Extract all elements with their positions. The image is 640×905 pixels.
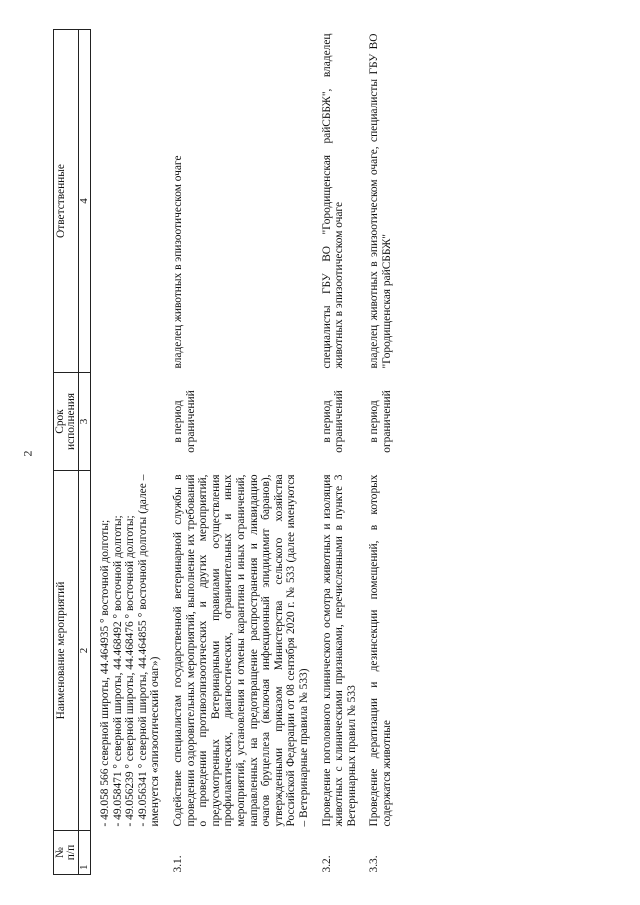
row-num: 3.3. bbox=[368, 855, 381, 873]
header-num: № п/п bbox=[54, 831, 79, 875]
row-responsible: специалисты ГБУ ВО "Городищенская райСББЖ", владелец животных в эпизоотическом очаге bbox=[320, 33, 346, 369]
row-term: в период ограничений bbox=[368, 390, 393, 453]
table-header-row bbox=[54, 30, 79, 875]
row-name: Проведение дератизации и дезинсекции помещений, в которых содержатся животные bbox=[368, 474, 393, 827]
column-number: 2 bbox=[79, 471, 91, 831]
table-row bbox=[91, 30, 162, 875]
coordinate-line: - 49.056239 ° северной широты, 44.468476 ° восточной долготы; bbox=[124, 515, 137, 827]
row-responsible bbox=[91, 30, 162, 373]
coordinate-line: - 49.058 566 северной широты, 44.464935 ° восточной долготы; bbox=[99, 519, 111, 827]
table-row bbox=[358, 30, 393, 875]
measures-table bbox=[53, 29, 393, 875]
row-term: в период ограничений bbox=[171, 390, 197, 453]
row-term bbox=[91, 373, 162, 471]
row-num bbox=[91, 831, 162, 875]
column-number: 3 bbox=[79, 373, 91, 471]
header-name: Наименование мероприятий bbox=[54, 471, 79, 831]
row-name: Проведение поголовного клинического осмотра животных и изоляция животных с клиническими признаками, перечисленными в пункте 3 Ветеринарных правил № 533 bbox=[320, 474, 358, 827]
table-row bbox=[311, 30, 359, 875]
table-row bbox=[162, 30, 311, 875]
header-term: Срок исполнения bbox=[54, 373, 79, 471]
row-name: Содействие специалистам государственной ветеринарной службы в проведении оздоровительных мероприятий, выполнение их требований о проведении противоэпизоотических и других мероприятий, предусмотренных Ветеринарными правилами осуществления профилактических, диагностических, ограничительных и иных мероприятий, установления и отмены карантина и иных ограничений, направленных на предотвращение распространения и ликвидацию очагов бруцеллеза (включая инфекционный эпидидимит баранов), утвержденными приказом Министерства сельского хозяйства Российской Федерации от 08 сентября 2020 г. № 533 (далее именуются – Ветеринарные правила № 533) bbox=[171, 474, 310, 827]
row-responsible: владелец животных в эпизоотическом очаге, специалисты ГБУ ВО "Городищенская райСББЖ" bbox=[368, 33, 393, 369]
column-number: 1 bbox=[79, 831, 91, 875]
document-page bbox=[53, 30, 601, 875]
header-responsible: Ответственные bbox=[54, 30, 79, 373]
row-term: в период ограничений bbox=[320, 390, 346, 453]
coordinate-line: - 49.056341 ° северной широты, 44.464855 ° восточной долготы (далее – именуется «эпизоотический очаг») bbox=[136, 474, 162, 827]
row-num: 3.1. bbox=[171, 855, 184, 873]
column-number-row bbox=[79, 30, 91, 875]
row-responsible: владелец животных в эпизоотическом очаге bbox=[171, 155, 184, 369]
coordinate-line: - 49.058471 ° северной широты, 44.468492 ° восточной долготы; bbox=[111, 515, 124, 827]
page-number: 2 bbox=[20, 450, 35, 456]
column-number: 4 bbox=[79, 30, 91, 373]
coordinates-cell bbox=[91, 471, 162, 831]
row-num: 3.2. bbox=[320, 855, 333, 873]
